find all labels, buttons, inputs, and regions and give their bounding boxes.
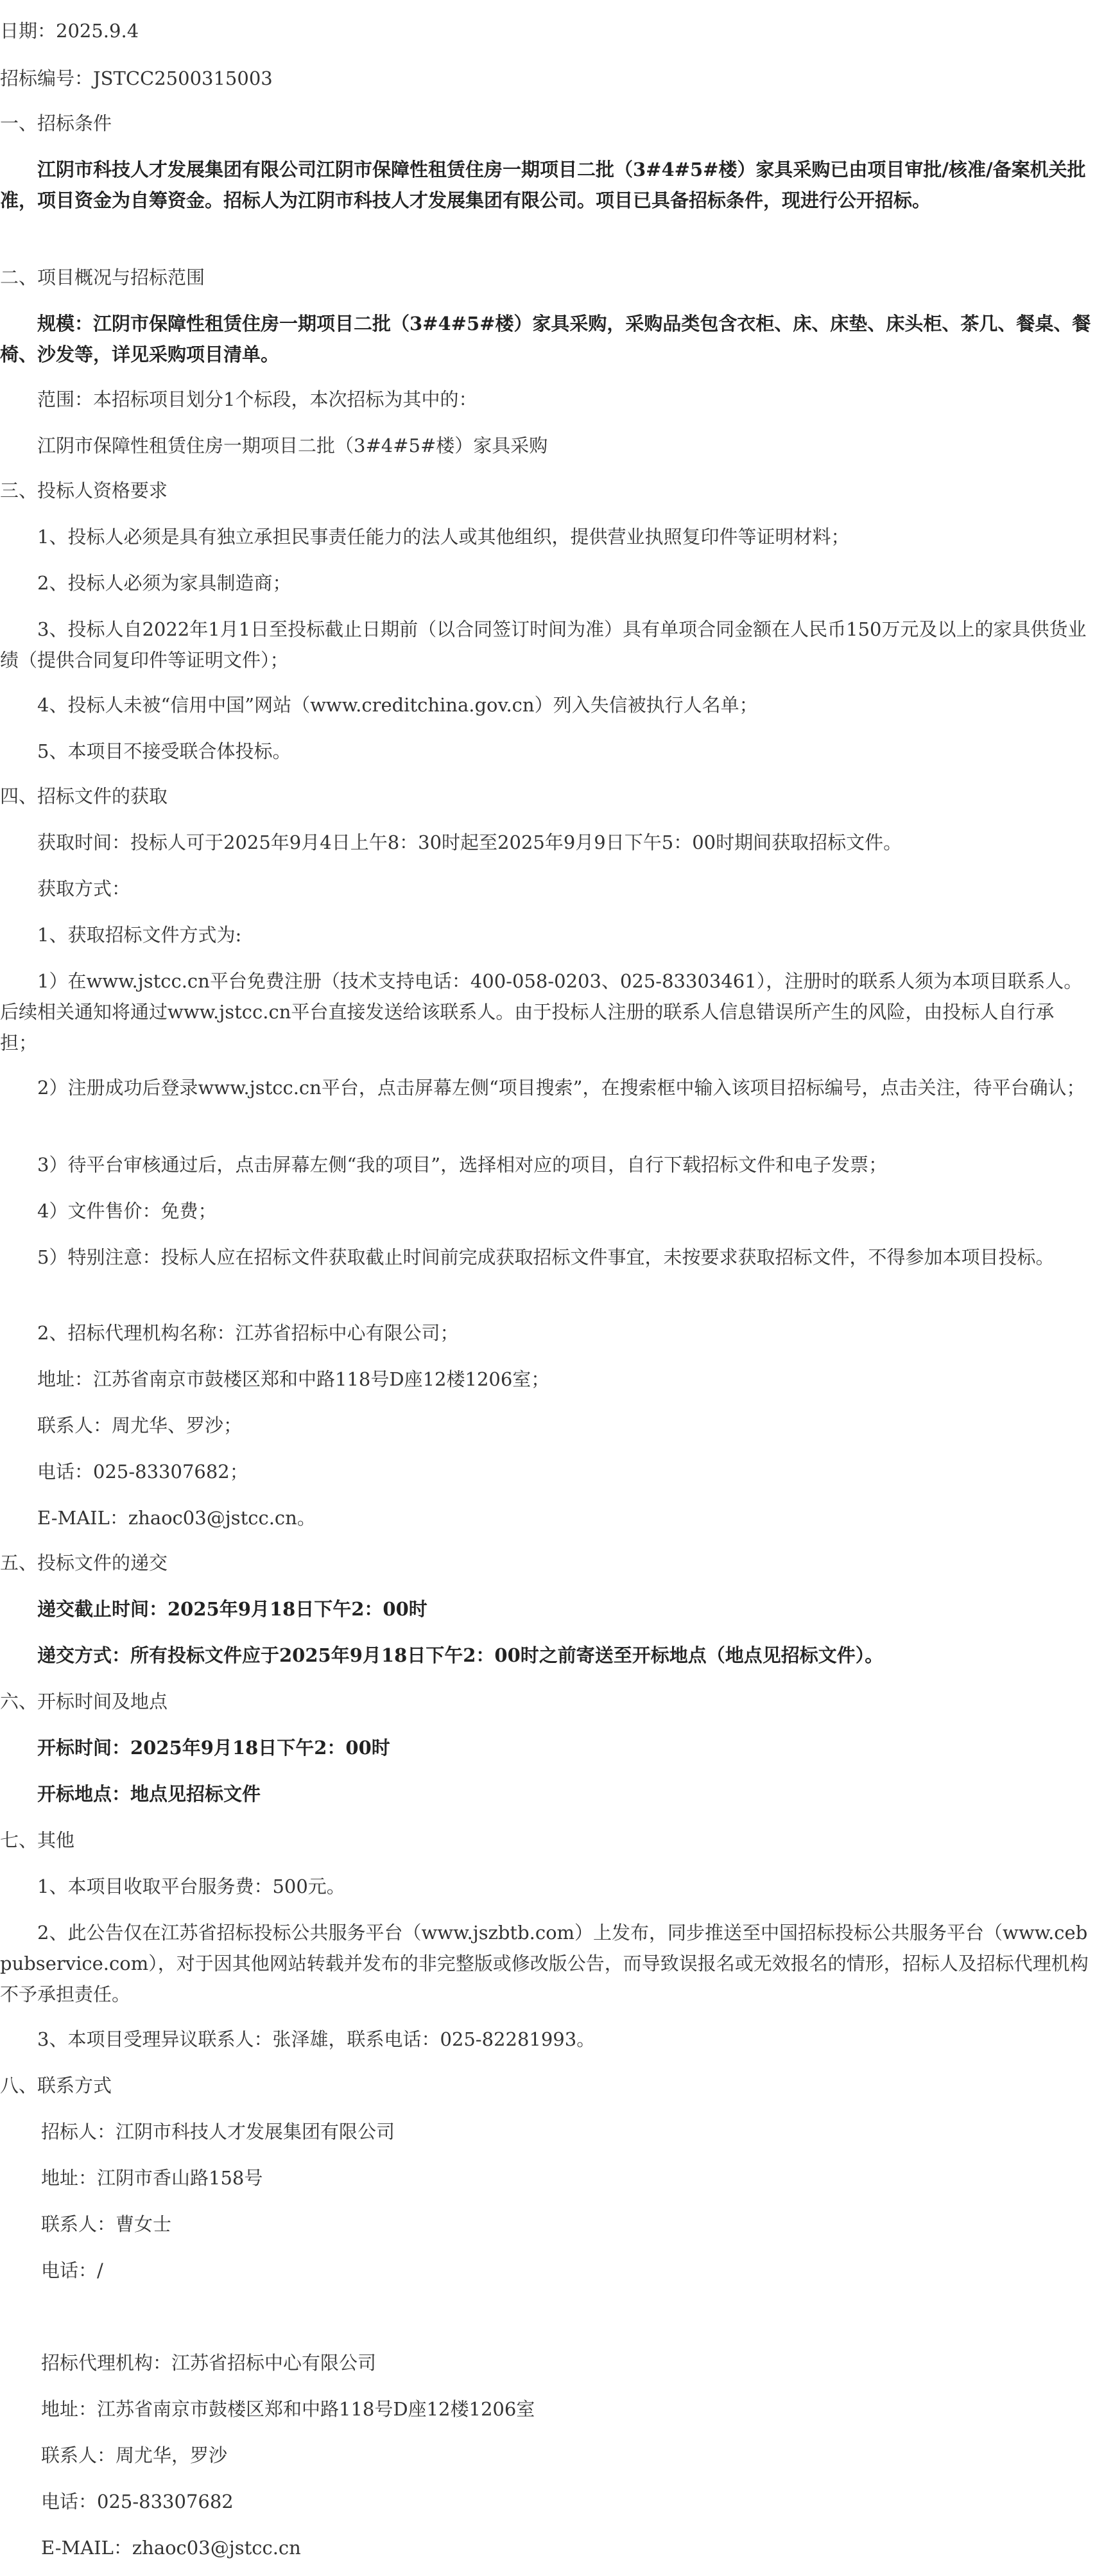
opening-place: 开标地点：地点见招标文件 (37, 1783, 261, 1805)
qualification-item: 1、投标人必须是具有独立承担民事责任能力的法人或其他组织，提供营业执照复印件等证明材料； (37, 526, 850, 548)
agency-email: E-MAIL：zhaoc03@jstcc.cn。 (37, 1507, 316, 1529)
tender-number: 招标编号：JSTCC2500315003 (0, 67, 273, 89)
section-heading: 七、其他 (0, 1829, 75, 1851)
tender-conditions: 江阴市科技人才发展集团有限公司江阴市保障性租赁住房一期项目二批（3#4#5#楼）家具采购已由项目审批/核准/备案机关批准，项目资金为自筹资金。招标人为江阴市科技人才发展集团有限公司。项目已具备招标条件，现进行公开招标。 (0, 159, 1086, 211)
opening-time: 开标时间：2025年9月18日下午2：00时 (37, 1737, 390, 1759)
acquisition-step: 2）注册成功后登录www.jstcc.cn平台，点击屏幕左侧“项目搜索”，在搜索框中输入该项目招标编号，点击关注，待平台确认； (37, 1077, 1085, 1099)
contact-agency-phone: 电话：025-83307682 (41, 2491, 234, 2512)
qualification-item: 3、投标人自2022年1月1日至投标截止日期前（以合同签订时间为准）具有单项合同金额在人民币150万元及以上的家具供货业绩（提供合同复印件等证明文件）； (0, 618, 1087, 671)
qualification-item: 2、投标人必须为家具制造商； (37, 572, 291, 594)
acquisition-method: 获取方式： (37, 878, 131, 900)
section-heading: 五、投标文件的递交 (0, 1552, 168, 1574)
tenderer-name: 招标人：江阴市科技人才发展集团有限公司 (41, 2121, 395, 2143)
qualification-item: 5、本项目不接受联合体投标。 (37, 740, 291, 762)
contact-agency-address: 地址：江苏省南京市鼓楼区郑和中路118号D座12楼1206室 (41, 2398, 535, 2420)
qualification-item: 4、投标人未被“信用中国”网站（www.creditchina.gov.cn）列入失信被执行人名单； (37, 694, 758, 716)
submission-method: 递交方式：所有投标文件应于2025年9月18日下午2：00时之前寄送至开标地点（地点见招标文件）。 (37, 1644, 884, 1666)
acquisition-time: 获取时间：投标人可于2025年9月4日上午8：30时起至2025年9月9日下午5：00时期间获取招标文件。 (37, 831, 902, 853)
contact-agency-email: E-MAIL：zhaoc03@jstcc.cn (41, 2537, 301, 2559)
acquisition-step: 3）待平台审核通过后，点击屏幕左侧“我的项目”，选择相对应的项目，自行下载招标文件和电子发票； (37, 1154, 888, 1176)
other-item: 3、本项目受理异议联系人：张泽雄，联系电话：025-82281993。 (37, 2028, 596, 2050)
other-item: 2、此公告仅在江苏省招标投标公共服务平台（www.jszbtb.com）上发布，同步推送至中国招标投标公共服务平台（www.cebpubservice.com），对于因其他网站转载并发布的非完整版或修改版公告，而导致误报名或无效报名的情形，招标人及招标代理机构不予承担责任。 (0, 1922, 1089, 2005)
submission-deadline: 递交截止时间：2025年9月18日下午2：00时 (37, 1598, 427, 1620)
contact-agency-name: 招标代理机构：江苏省招标中心有限公司 (41, 2352, 377, 2374)
agency-name: 2、招标代理机构名称：江苏省招标中心有限公司； (37, 1322, 459, 1344)
other-item: 1、本项目收取平台服务费：500元。 (37, 1875, 345, 1897)
tenderer-contact: 联系人：曹女士 (41, 2213, 172, 2235)
announcement-date: 日期：2025.9.4 (0, 20, 139, 42)
acquisition-method-item: 1、获取招标文件方式为: (37, 924, 242, 946)
section-heading: 二、项目概况与招标范围 (0, 266, 205, 288)
agency-phone: 电话：025-83307682； (37, 1461, 248, 1483)
project-lot: 江阴市保障性租赁住房一期项目二批（3#4#5#楼）家具采购 (37, 435, 548, 457)
agency-address: 地址：江苏省南京市鼓楼区郑和中路118号D座12楼1206室； (37, 1368, 550, 1390)
agency-contact: 联系人：周尤华、罗沙； (37, 1414, 243, 1436)
project-scope: 范围：本招标项目划分1个标段，本次招标为其中的： (37, 388, 478, 410)
section-heading: 一、招标条件 (0, 112, 112, 134)
acquisition-step: 5）特别注意：投标人应在招标文件获取截止时间前完成获取招标文件事宜，未按要求获取招标文件，不得参加本项目投标。 (37, 1246, 1055, 1268)
tenderer-address: 地址：江阴市香山路158号 (41, 2167, 263, 2189)
section-heading: 四、招标文件的获取 (0, 785, 168, 807)
acquisition-step: 1）在www.jstcc.cn平台免费注册（技术支持电话：400-058-0203、025-83303461），注册时的联系人须为本项目联系人。后续相关通知将通过www.jstcc.cn平台直接发送给该联系人。由于投标人注册的联系人信息错误所产生的风险，由投标人自行承担； (0, 970, 1083, 1054)
section-heading: 三、投标人资格要求 (0, 480, 168, 501)
section-heading: 八、联系方式 (0, 2075, 112, 2096)
project-scale: 规模：江阴市保障性租赁住房一期项目二批（3#4#5#楼）家具采购，采购品类包含衣柜、床、床垫、床头柜、茶几、餐桌、餐椅、沙发等，详见采购项目清单。 (0, 313, 1091, 365)
tenderer-phone: 电话：/ (41, 2259, 103, 2281)
acquisition-step: 4）文件售价：免费； (37, 1200, 217, 1222)
section-heading: 六、开标时间及地点 (0, 1691, 168, 1712)
contact-agency-contact: 联系人：周尤华，罗沙 (41, 2444, 228, 2466)
